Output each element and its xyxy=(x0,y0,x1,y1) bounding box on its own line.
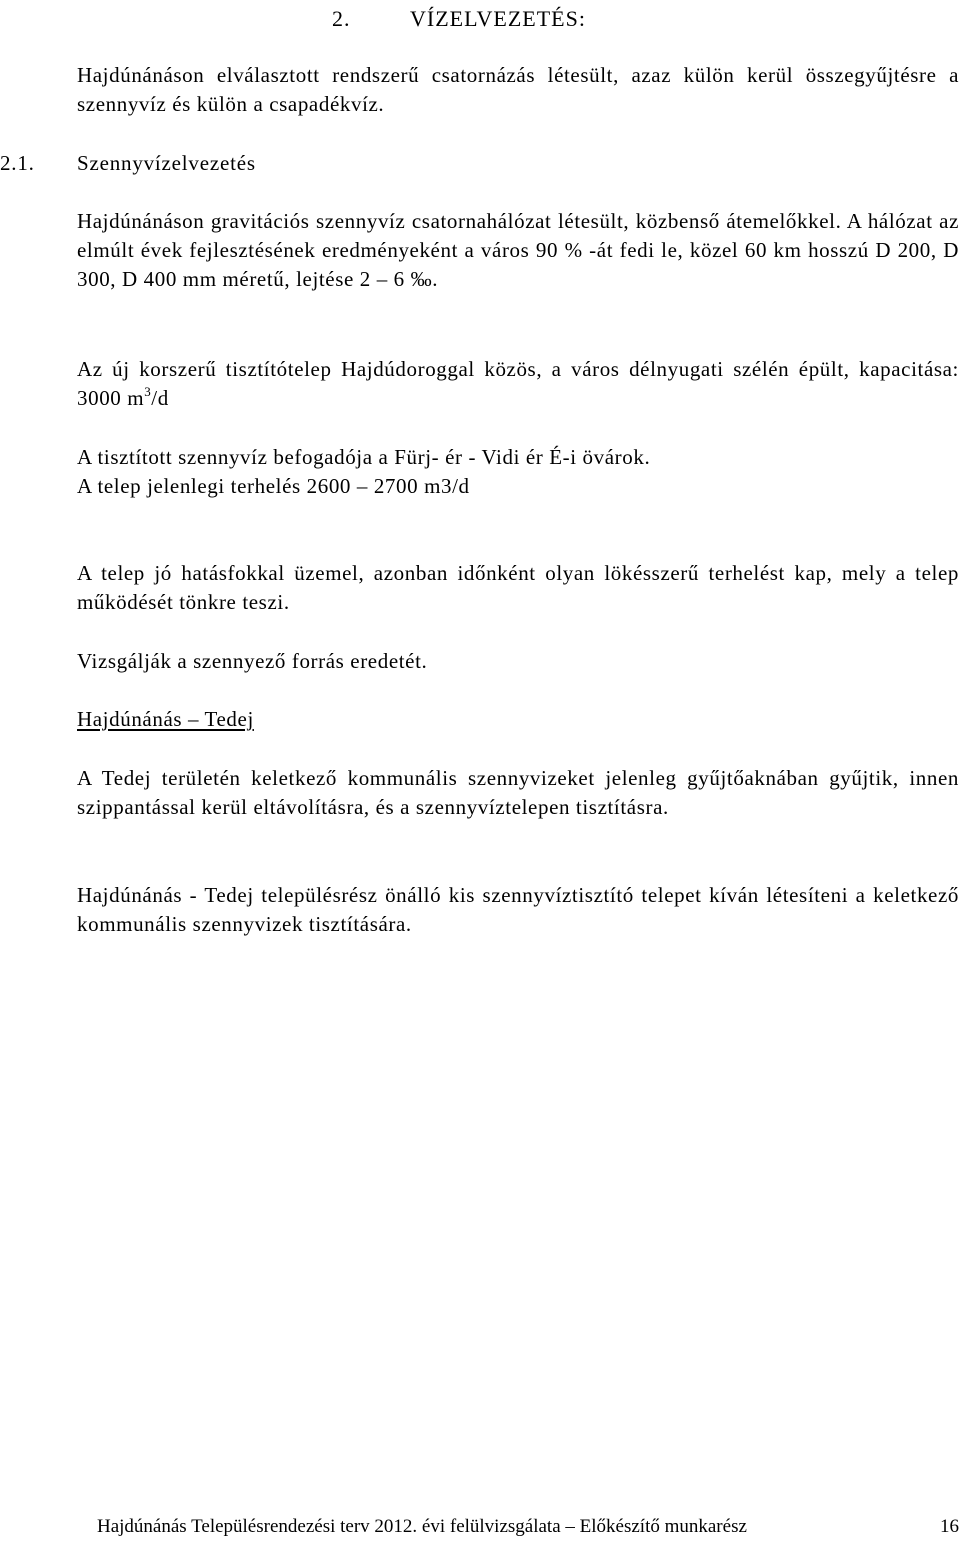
section-number: 2. xyxy=(332,6,351,31)
receiver-line: A tisztított szennyvíz befogadója a Fürj- ér - Vidi ér É-i övárok. xyxy=(77,445,651,469)
network-paragraph: Hajdúnánáson gravitációs szennyvíz csatornahálózat létesült, közbenső átemelőkkel. A hálózat az elmúlt évek fejlesztésének eredményeként a város 90 % -át fedi le, közel 60 km hosszú D 200, D 300, D 400 mm méretű, lejtése 2 – 6 ‰. xyxy=(77,209,959,291)
treatment-plant-paragraph xyxy=(77,355,959,413)
page-footer xyxy=(97,1515,959,1539)
subsection-number: 2.1. xyxy=(0,151,35,175)
cubic-superscript: 3 xyxy=(144,384,152,399)
tedej-paragraph: A Tedej területén keletkező kommunális szennyvizeket jelenleg gyűjtőaknában gyűjtik, innen szippantással kerül eltávolításra, és a szennyvíztelepen tisztításra. xyxy=(77,766,959,819)
subsection-heading xyxy=(0,149,256,178)
treatment-plant-text: Az új korszerű tisztítótelep Hajdúdoroggal közös, a város délnyugati szélén épült, kapacitása: 3000 m xyxy=(77,357,959,410)
tedej-plan-paragraph: Hajdúnánás - Tedej településrész önálló kis szennyvíztisztító telepet kíván létesíteni a keletkező kommunális szennyvizek tisztítására. xyxy=(77,883,959,936)
footer-title: Hajdúnánás Településrendezési terv 2012. évi felülvizsgálata – Előkészítő munkarész xyxy=(97,1516,747,1537)
load-line: A telep jelenlegi terhelés 2600 – 2700 m3/d xyxy=(77,474,470,498)
subsection-title: Szennyvízelvezetés xyxy=(77,151,256,175)
capacity-unit: /d xyxy=(151,386,169,410)
investigation-line: Vizsgálják a szennyező forrás eredetét. xyxy=(77,649,428,673)
tedej-heading xyxy=(77,705,959,734)
page-number: 16 xyxy=(940,1516,959,1537)
tedej-heading-text: Hajdúnánás – Tedej xyxy=(77,707,254,731)
section-heading xyxy=(332,4,586,33)
intro-paragraph: Hajdúnánáson elválasztott rendszerű csatornázás létesült, azaz külön kerül összegyűjtésre a szennyvíz és külön a csapadékvíz. xyxy=(77,63,959,116)
operation-paragraph: A telep jó hatásfokkal üzemel, azonban időnként olyan lökésszerű terhelést kap, mely a telep működését tönkre teszi. xyxy=(77,561,959,614)
section-title: VÍZELVEZETÉS: xyxy=(410,6,586,31)
